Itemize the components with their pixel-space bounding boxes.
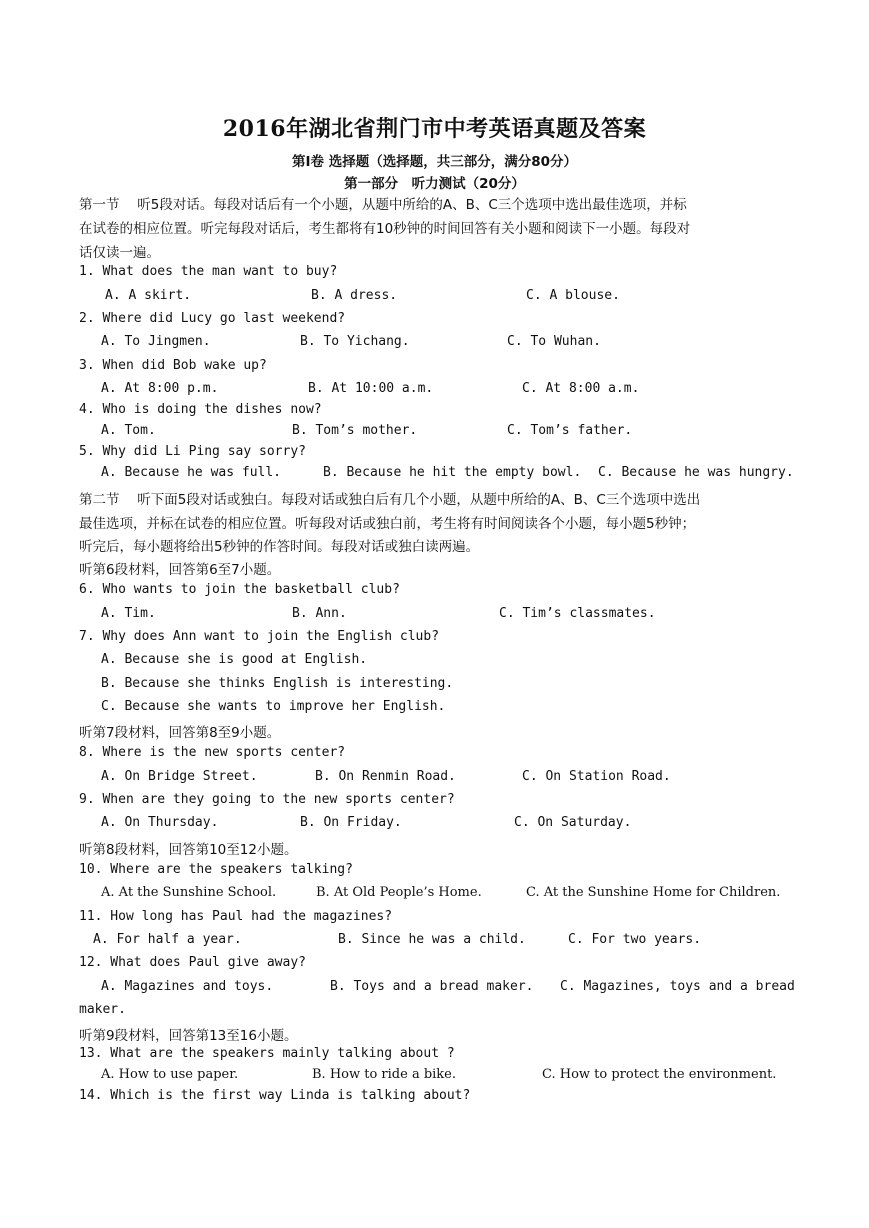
option-c: C. On Saturday. (514, 815, 632, 830)
option-b: B. At 10:00 a.m. (308, 381, 434, 396)
option-c: C. Tim’s classmates. (499, 606, 656, 621)
option-b: B. To Yichang. (300, 334, 410, 349)
section2-intro-line: 听完后，每小题将给出5秒钟的作答时间。每段对话或独白读两遍。 (79, 539, 480, 555)
section-heading: 第一部分 听力测试（20分） (344, 176, 525, 192)
option-a: A. Because he was full. (101, 465, 282, 480)
option-b: B. A dress. (311, 288, 398, 303)
question-3: 3. When did Bob wake up? (79, 358, 267, 373)
question-14: 14. Which is the first way Linda is talking about? (79, 1088, 471, 1103)
section1-intro-line: 话仅读一遍。 (79, 245, 160, 261)
option-a: A. For half a year. (93, 932, 242, 947)
option-a: A. Magazines and toys. (101, 979, 274, 994)
section2-intro-line: 第二节 听下面5段对话或独白。每段对话或独白后有几个小题，从题中所给的A、B、C三个选项中选出 (79, 492, 701, 508)
option-a: A. At 8:00 p.m. (101, 381, 219, 396)
option-a: A. How to use paper. (101, 1067, 239, 1082)
material-note: 听第8段材料，回答第10至12小题。 (79, 842, 298, 858)
option-b: B. How to ride a bike. (312, 1067, 457, 1082)
option-a: A. On Thursday. (101, 815, 219, 830)
question-13: 13. What are the speakers mainly talking about ? (79, 1046, 455, 1061)
question-5: 5. Why did Li Ping say sorry? (79, 444, 306, 459)
material-note: 听第9段材料，回答第13至16小题。 (79, 1028, 298, 1044)
section2-intro-line: 最佳选项，并标在试卷的相应位置。听每段对话或独白前，考生将有时间阅读各个小题，每小题5秒钟； (79, 516, 696, 532)
question-12: 12. What does Paul give away? (79, 955, 306, 970)
question-1: 1. What does the man want to buy? (79, 264, 338, 279)
option-c: C. For two years. (568, 932, 702, 947)
option-c: C. To Wuhan. (507, 334, 601, 349)
question-10: 10. Where are the speakers talking? (79, 862, 353, 877)
option-b: B. Because he hit the empty bowl. (323, 465, 582, 480)
option-b: B. Because she thinks English is interesting. (101, 676, 454, 691)
option-b: B. Ann. (292, 606, 347, 621)
option-c: C. On Station Road. (522, 769, 671, 784)
option-a: A. Tim. (101, 606, 156, 621)
option-c: C. Magazines, toys and a bread (560, 979, 795, 994)
option-b: B. Tom’s mother. (292, 423, 418, 438)
option-c: C. A blouse. (526, 288, 620, 303)
option-a: A. At the Sunshine School. (101, 885, 277, 900)
material-note: 听第7段材料，回答第8至9小题。 (79, 725, 281, 741)
option-b: B. On Friday. (300, 815, 402, 830)
material-note: 听第6段材料，回答第6至7小题。 (79, 562, 281, 578)
option-a: A. To Jingmen. (101, 334, 211, 349)
question-9: 9. When are they going to the new sports center? (79, 792, 455, 807)
question-6: 6. Who wants to join the basketball club? (79, 582, 400, 597)
option-c: C. Tom’s father. (507, 423, 633, 438)
option-c: C. At 8:00 a.m. (522, 381, 640, 396)
option-a: A. Because she is good at English. (101, 652, 368, 667)
option-c-continued: maker. (79, 1002, 126, 1017)
option-b: B. Since he was a child. (338, 932, 526, 947)
section1-intro-line: 在试卷的相应位置。听完每段对话后，考生都将有10秒钟的时间回答有关小题和阅读下一小题。每段对 (79, 221, 691, 237)
question-7: 7. Why does Ann want to join the English club? (79, 629, 440, 644)
question-2: 2. Where did Lucy go last weekend? (79, 311, 346, 326)
option-b: B. Toys and a bread maker. (330, 979, 534, 994)
part-heading: 第Ⅰ卷 选择题（选择题，共三部分，满分80分） (291, 154, 577, 170)
option-c: C. At the Sunshine Home for Children. (526, 885, 781, 900)
option-b: B. On Renmin Road. (315, 769, 456, 784)
section1-intro-line: 第一节 听5段对话。每段对话后有一个小题，从题中所给的A、B、C三个选项中选出最佳选项，并标 (79, 197, 687, 213)
option-c: C. Because she wants to improve her English. (101, 699, 446, 714)
option-c: C. How to protect the environment. (542, 1067, 777, 1082)
option-a: A. Tom. (101, 423, 156, 438)
document-title: 2016年湖北省荆门市中考英语真题及答案 (222, 116, 647, 142)
question-4: 4. Who is doing the dishes now? (79, 402, 322, 417)
option-b: B. At Old People’s Home. (316, 885, 482, 900)
question-8: 8. Where is the new sports center? (79, 745, 346, 760)
question-11: 11. How long has Paul had the magazines? (79, 909, 393, 924)
option-a: A. A skirt. (105, 288, 192, 303)
option-c: C. Because he was hungry. (598, 465, 794, 480)
option-a: A. On Bridge Street. (101, 769, 258, 784)
